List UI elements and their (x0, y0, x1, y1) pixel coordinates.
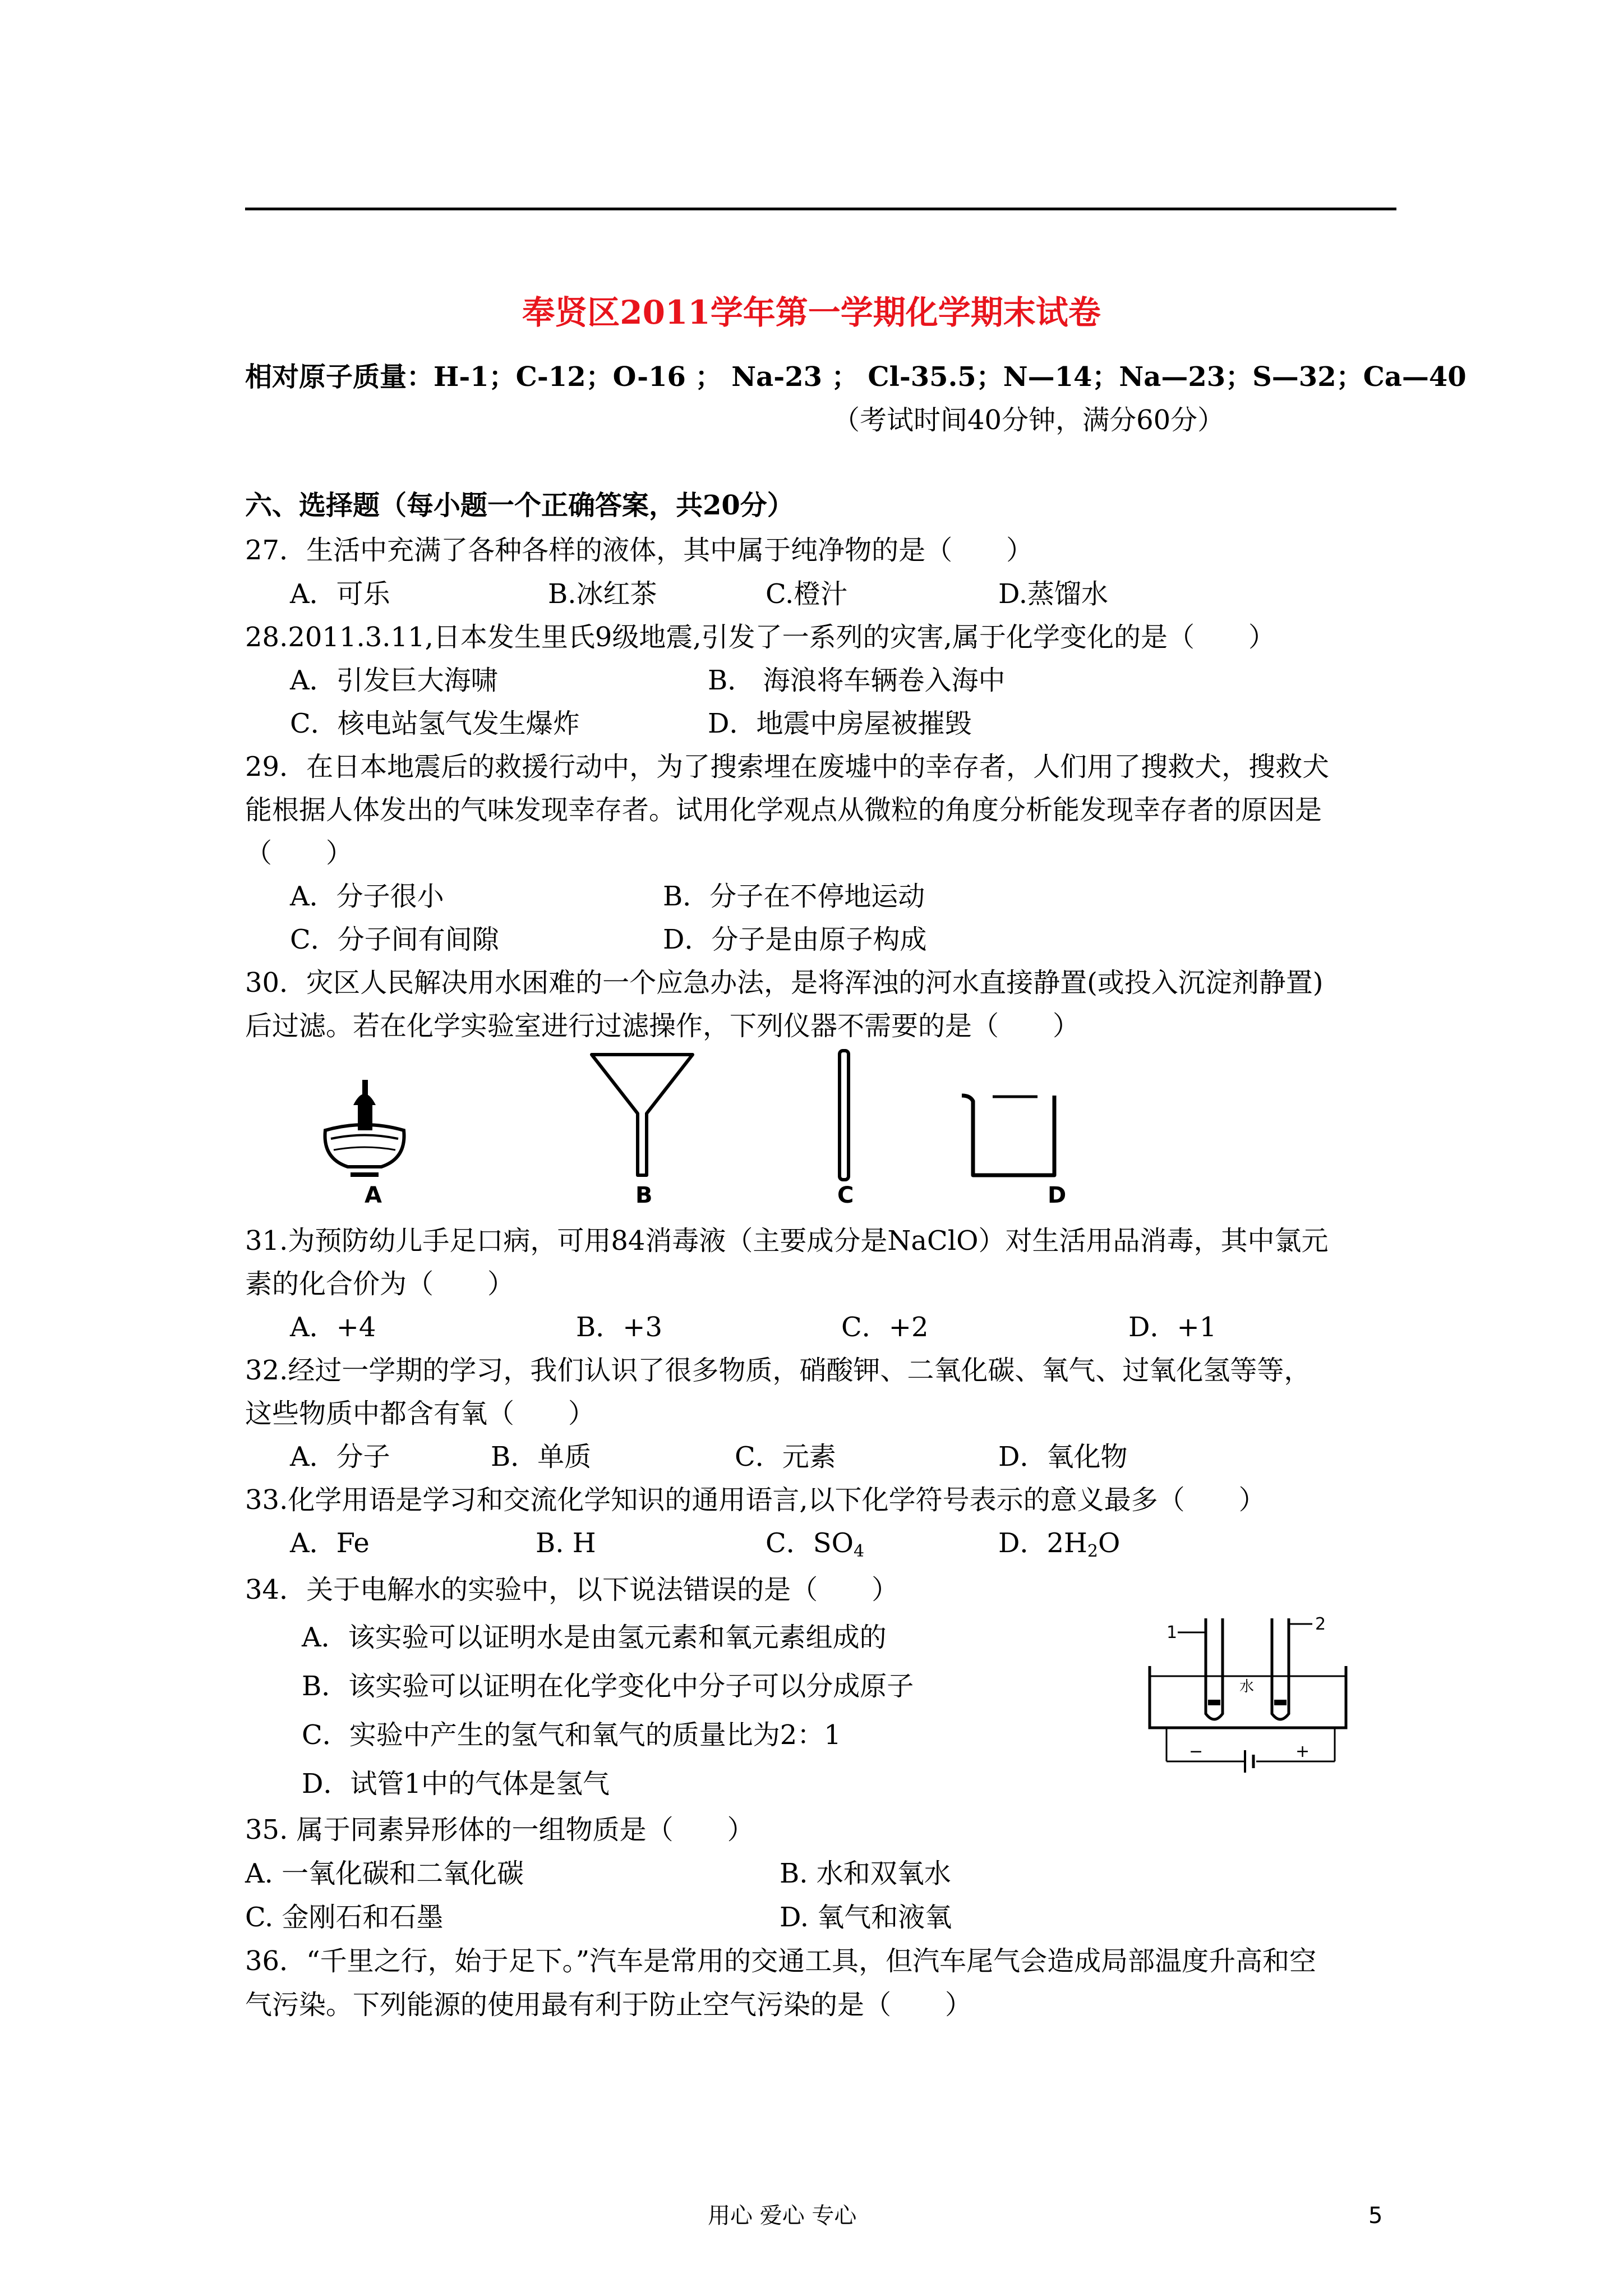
glass-rod-figure (836, 1049, 852, 1184)
exam-info: （考试时间40分钟，满分60分） (833, 404, 1225, 436)
q27-option-b: B.冰红茶 (548, 578, 657, 610)
q32-option-d: D．氧化物 (998, 1441, 1128, 1473)
q34-option-c: C．实验中产生的氢气和氧气的质量比为2：1 (302, 1719, 841, 1751)
q29-option-a: A．分子很小 (290, 881, 444, 912)
q31-stem-line-1: 31.为预防幼儿手足口病，可用84消毒液（主要成分是NaClO）对生活用品消毒，其中氯元 (245, 1225, 1329, 1257)
q33-stem: 33.化学用语是学习和交流化学知识的通用语言,以下化学符号表示的意义最多（ ） (245, 1484, 1266, 1516)
alcohol-lamp-figure (314, 1069, 415, 1181)
q31-option-b: B．+3 (576, 1312, 663, 1343)
q30-stem-line-2: 后过滤。若在化学实验室进行过滤操作，下列仪器不需要的是（ ） (245, 1010, 1080, 1042)
tube-1-label: 1 (1166, 1623, 1178, 1642)
atomic-masses: 相对原子质量：H-1；C-12；O-16 ； Na-23 ； Cl-35.5；N—14；Na—23；S—32；Ca—40 (245, 361, 1467, 393)
footer-motto: 用心 爱心 专心 (708, 2203, 857, 2229)
q28-option-c: C．核电站氢气发生爆炸 (290, 708, 580, 739)
q29-stem-line-3: （ ） (245, 838, 353, 869)
q34-option-a: A．该实验可以证明水是由氢元素和氧元素组成的 (302, 1622, 887, 1653)
q29-option-d: D．分子是由原子构成 (663, 924, 927, 955)
q32-option-a: A．分子 (290, 1441, 390, 1473)
q29-option-b: B．分子在不停地运动 (663, 881, 925, 912)
header-rule (245, 208, 1396, 210)
q32-stem-line-2: 这些物质中都含有氧（ ） (245, 1398, 596, 1429)
q30-stem-line-1: 30．灾区人民解决用水困难的一个应急办法，是将浑浊的河水直接静置(或投入沉淀剂静置) (245, 967, 1324, 999)
q31-option-a: A．+4 (290, 1312, 376, 1343)
figure-label-d: D (1048, 1182, 1067, 1208)
water-label: 水 (1239, 1678, 1255, 1695)
q29-stem-line-1: 29．在日本地震后的救援行动中，为了搜索埋在废墟中的幸存者，人们用了搜救犬，搜救犬 (245, 751, 1330, 783)
funnel-figure (586, 1052, 698, 1181)
q33-option-c: C．$SO_4$ (766, 1527, 865, 1561)
q31-stem-line-2: 素的化合价为（ ） (245, 1268, 515, 1300)
q28-option-d: D．地震中房屋被摧毁 (708, 708, 972, 739)
q34-stem: 34．关于电解水的实验中，以下说法错误的是（ ） (245, 1574, 899, 1605)
q34-option-d: D．试管1中的气体是氢气 (302, 1768, 610, 1800)
figure-label-b: B (635, 1182, 653, 1208)
q32-stem-line-1: 32.经过一学期的学习，我们认识了很多物质，硝酸钾、二氧化碳、氧气、过氧化氢等等， (245, 1355, 1311, 1386)
q32-option-c: C．元素 (735, 1441, 836, 1473)
q33-option-d: D．$2H_2O$ (998, 1527, 1121, 1561)
page-number: 5 (1368, 2203, 1383, 2229)
tube-2-label: 2 (1315, 1614, 1326, 1634)
q35-stem: 35. 属于同素异形体的一组物质是（ ） (245, 1814, 754, 1846)
q29-option-c: C．分子间有间隙 (290, 924, 499, 955)
q35-option-c: C. 金刚石和石墨 (245, 1902, 444, 1933)
q34-option-b: B．该实验可以证明在化学变化中分子可以分成原子 (302, 1671, 914, 1702)
beaker-figure (959, 1091, 1066, 1181)
q28-stem: 28.2011.3.11,日本发生里氏9级地震,引发了一系列的灾害,属于化学变化的是（ ） (245, 622, 1275, 653)
q33-option-a: A．Fe (290, 1527, 370, 1559)
q36-stem-line-2: 气污染。下列能源的使用最有利于防止空气污染的是（ ） (245, 1989, 972, 2021)
q29-stem-line-2: 能根据人体发出的气味发现幸存者。试用化学观点从微粒的角度分析能发现幸存者的原因是 (245, 794, 1322, 826)
q28-option-b: B． 海浪将车辆卷入海中 (708, 665, 1006, 696)
electrolysis-apparatus-figure (1144, 1610, 1357, 1778)
q27-option-d: D.蒸馏水 (998, 578, 1109, 610)
page-title: 奉贤区2011学年第一学期化学期末试卷 (522, 293, 1101, 332)
figure-label-c: C (837, 1182, 854, 1208)
figure-label-a: A (365, 1182, 382, 1208)
q31-option-d: D．+1 (1128, 1312, 1217, 1343)
q31-option-c: C．+2 (841, 1312, 929, 1343)
q33-option-b: B. H (536, 1527, 596, 1559)
q27-option-a: A．可乐 (290, 578, 390, 610)
minus-label: − (1189, 1742, 1204, 1761)
q35-option-a: A. 一氧化碳和二氧化碳 (245, 1858, 524, 1889)
q27-option-c: C.橙汁 (766, 578, 848, 610)
q32-option-b: B．单质 (491, 1441, 592, 1473)
q28-option-a: A．引发巨大海啸 (290, 665, 498, 696)
q35-option-d: D. 氧气和液氧 (780, 1902, 952, 1933)
plus-label: + (1295, 1742, 1310, 1761)
section-heading: 六、选择题（每小题一个正确答案，共20分） (245, 490, 794, 521)
q27-stem: 27．生活中充满了各种各样的液体，其中属于纯净物的是（ ） (245, 535, 1034, 566)
q35-option-b: B. 水和双氧水 (780, 1858, 951, 1889)
q36-stem-line-1: 36．“千里之行，始于足下。”汽车是常用的交通工具，但汽车尾气会造成局部温度升高和空 (245, 1945, 1317, 1977)
